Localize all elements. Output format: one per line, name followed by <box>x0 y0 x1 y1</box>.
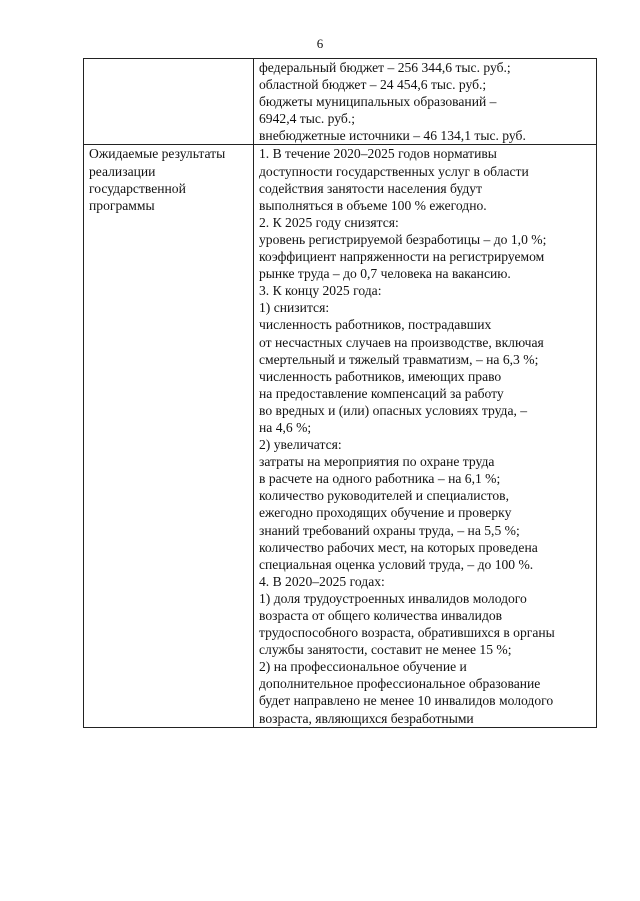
text-line: численность работников, имеющих право <box>259 368 502 384</box>
text-line: федеральный бюджет – 256 344,6 тыс. руб.; <box>259 60 511 75</box>
text-line: 1) доля трудоустроенных инвалидов молодого <box>259 590 527 606</box>
text-line: 2. К 2025 году снизятся: <box>259 214 399 230</box>
text-line: количество руководителей и специалистов, <box>259 488 509 504</box>
text-line: в расчете на одного работника – на 6,1 %; <box>259 471 501 487</box>
text-line: возраста от общего количества инвалидов <box>259 608 503 623</box>
row-label-cell <box>84 145 254 727</box>
text-line: 6942,4 тыс. руб.; <box>259 111 356 127</box>
text-line: 2) увеличатся: <box>259 437 342 453</box>
text-line: уровень регистрируемой безработицы – до 1,0 %; <box>259 231 547 247</box>
text-line: выполняться в объеме 100 % ежегодно. <box>259 197 487 213</box>
row-label-line: программы <box>89 197 155 213</box>
text-line: возраста, являющихся безработными <box>259 710 474 726</box>
text-line: затраты на мероприятия по охране труда <box>259 454 495 470</box>
text-line: численность работников, пострадавших <box>259 317 492 333</box>
text-line: от несчастных случаев на производстве, включая <box>259 334 544 350</box>
text-line: на предоставление компенсаций за работу <box>259 385 504 401</box>
text-line: рынке труда – до 0,7 человека на вакансию. <box>259 266 511 282</box>
row-label-line: государственной <box>89 180 186 196</box>
row-label-line: реализации <box>89 163 156 179</box>
text-line: во вредных и (или) опасных условиях труда, – <box>259 402 528 418</box>
text-line: на 4,6 %; <box>259 419 312 435</box>
table-row-expected-results <box>84 145 597 727</box>
text-line: содействия занятости населения будут <box>259 180 483 196</box>
text-line: специальная оценка условий труда, – до 100 %. <box>259 556 534 572</box>
text-line: службы занятости, составит не менее 15 %; <box>259 642 512 658</box>
expected-results-cell <box>254 145 597 727</box>
text-line: доступности государственных услуг в области <box>259 163 529 179</box>
text-line: 1) снизится: <box>259 300 330 316</box>
table-row-funding <box>84 59 597 145</box>
text-line: 3. К концу 2025 года: <box>259 283 382 299</box>
text-line: дополнительное профессиональное образование <box>259 676 541 692</box>
text-line: бюджеты муниципальных образований – <box>259 94 497 110</box>
row-label-line: Ожидаемые результаты <box>89 146 226 162</box>
text-line: ежегодно проходящих обучение и проверку <box>259 505 512 521</box>
row-label-cell <box>84 59 254 145</box>
text-line: 1. В течение 2020–2025 годов нормативы <box>259 146 497 162</box>
text-line: смертельный и тяжелый травматизм, – на 6,3 %; <box>259 351 539 367</box>
text-line: внебюджетные источники – 46 134,1 тыс. руб. <box>259 128 526 144</box>
text-line: областной бюджет – 24 454,6 тыс. руб.; <box>259 77 487 93</box>
text-line: количество рабочих мест, на которых проведена <box>259 539 538 555</box>
page-number: 6 <box>316 36 324 51</box>
text-line: коэффициент напряженности на регистрируемом <box>259 249 545 265</box>
funding-sources-cell <box>254 59 597 145</box>
program-table <box>83 58 597 728</box>
text-line: знаний требований охраны труда, – на 5,5 %; <box>259 522 520 538</box>
text-line: 2) на профессиональное обучение и <box>259 659 467 675</box>
text-line: будет направлено не менее 10 инвалидов молодого <box>259 693 554 709</box>
text-line: 4. В 2020–2025 годах: <box>259 573 385 589</box>
text-line: трудоспособного возраста, обратившихся в органы <box>259 625 555 641</box>
